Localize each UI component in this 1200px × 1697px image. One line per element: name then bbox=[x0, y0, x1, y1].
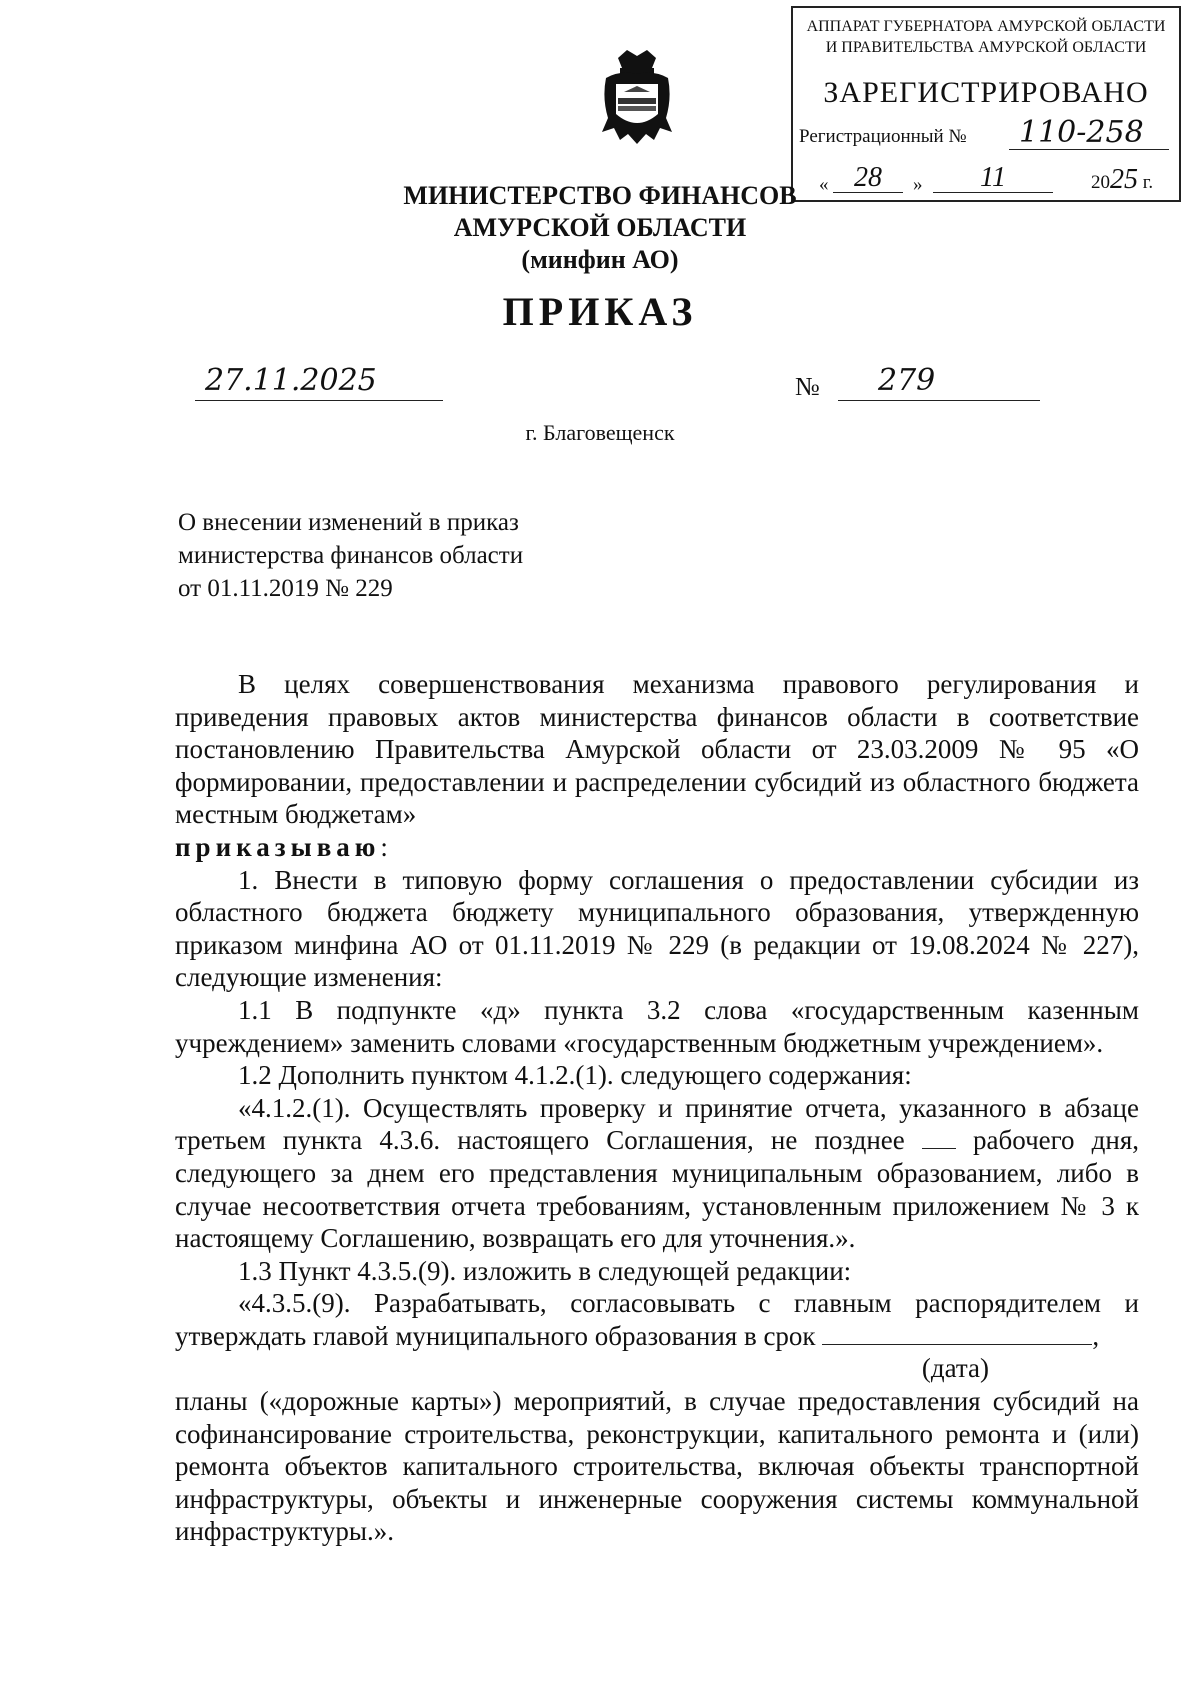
city-label: г. Благовещенск bbox=[525, 420, 675, 445]
order-number: 279 bbox=[838, 362, 1040, 401]
item-1-3-text bbox=[175, 1287, 1139, 1352]
item-1-2-text bbox=[175, 1092, 1139, 1255]
stamp-organization bbox=[793, 16, 1179, 58]
ministry-short-name: (минфин АО) bbox=[521, 245, 679, 274]
ministry-heading bbox=[0, 180, 1200, 276]
item-1-2-text-a: «4.1.2.(1). Осуществлять проверку и принятие отчета, указанного в абзаце третьем пункта 4.3.6. настоящего Соглашения, не позднее bbox=[175, 1092, 1139, 1156]
document-type-title: ПРИКАЗ bbox=[502, 289, 698, 334]
ministry-name-line1: МИНИСТЕРСТВО ФИНАНСОВ bbox=[403, 181, 797, 210]
stamp-date-year-suffix: 25 bbox=[1110, 164, 1138, 195]
item-1-paragraph: 1. Внести в типовую форму соглашения о предоставлении субсидии из областного бюджета бюджету муниципального образования, утвержденную приказом минфина АО от 01.11.2019 № 229 (в редакции от 19.08.2024 № 227), следующие изменения: bbox=[175, 864, 1139, 993]
deadline-blank-field bbox=[822, 1322, 1092, 1345]
order-date: 27.11.2025 bbox=[195, 362, 443, 401]
stamp-reg-number-label: Регистрационный № bbox=[799, 126, 967, 147]
order-body bbox=[175, 668, 1139, 1548]
stamp-date-year-unit: г. bbox=[1142, 172, 1154, 193]
order-word: приказываю bbox=[175, 831, 381, 862]
item-1-2-text-b: рабочего дня, следующего за днем его представления муниципальным образованием, либо в случае несоответствия отчета требованиям, установленным приложением № 3 к настоящему Соглашению, возвращать его для уточнения.». bbox=[175, 1125, 1140, 1254]
item-1-2-paragraph: 1.2 Дополнить пунктом 4.1.2.(1). следующего содержания: bbox=[238, 1060, 912, 1091]
coat-of-arms-icon bbox=[598, 48, 676, 146]
stamp-org-line1: АППАРАТ ГУБЕРНАТОРА АМУРСКОЙ ОБЛАСТИ bbox=[806, 18, 1166, 35]
ministry-name-line2: АМУРСКОЙ ОБЛАСТИ bbox=[453, 213, 747, 242]
stamp-date-open-quote: « bbox=[819, 174, 829, 195]
stamp-date-month: 11 bbox=[933, 164, 1053, 193]
date-field-caption: (дата) bbox=[921, 1353, 989, 1384]
registration-stamp bbox=[791, 6, 1181, 202]
item-1-1-paragraph: 1.1 В подпункте «д» пункта 3.2 слова «государственным казенным учреждением» заменить словами «государственным бюджетным учреждением». bbox=[175, 994, 1139, 1058]
stamp-registered-label: ЗАРЕГИСТРИРОВАНО bbox=[823, 76, 1149, 109]
days-blank-field bbox=[922, 1126, 956, 1149]
stamp-date-day: 28 bbox=[833, 164, 903, 193]
order-number-label: № bbox=[795, 372, 820, 401]
item-1-3-comma: , bbox=[1092, 1320, 1100, 1351]
subject-line1: О внесении изменений в приказ bbox=[178, 509, 519, 536]
order-subject bbox=[178, 506, 523, 605]
order-colon: : bbox=[380, 831, 388, 862]
stamp-date-year-prefix: 20 bbox=[1091, 172, 1110, 193]
item-1-3-paragraph: 1.3 Пункт 4.3.5.(9). изложить в следующей редакции: bbox=[238, 1255, 852, 1286]
order-directive bbox=[175, 831, 1139, 864]
stamp-org-line2: И ПРАВИТЕЛЬСТВА АМУРСКОЙ ОБЛАСТИ bbox=[825, 39, 1147, 56]
subject-line3: от 01.11.2019 № 229 bbox=[178, 575, 393, 602]
item-1-3-text-continued: планы («дорожные карты») мероприятий, в случае предоставления субсидий на софинансирование строительства, реконструкции, капитального ремонта и (или) ремонта объектов капитального строительства, включая объекты транспортной инфраструктуры, объекты и инженерные сооружения системы коммунальной инфраструктуры.». bbox=[175, 1386, 1139, 1547]
stamp-date-close-quote: » bbox=[913, 174, 923, 195]
stamp-reg-number: 110-258 bbox=[1009, 118, 1169, 150]
subject-line2: министерства финансов области bbox=[178, 542, 524, 569]
preamble-paragraph: В целях совершенствования механизма правового регулирования и приведения правовых актов министерства финансов области в соответствие постановлению Правительства Амурской области от 23.03.2009 № 95 «О формировании, предоставлении и распределении субсидий из областного бюджета местным бюджетам» bbox=[175, 669, 1139, 830]
item-1-3-text-a: «4.3.5.(9). Разрабатывать, согласовывать с главным распорядителем и утверждать главой муниципального образования в срок bbox=[175, 1288, 1139, 1351]
